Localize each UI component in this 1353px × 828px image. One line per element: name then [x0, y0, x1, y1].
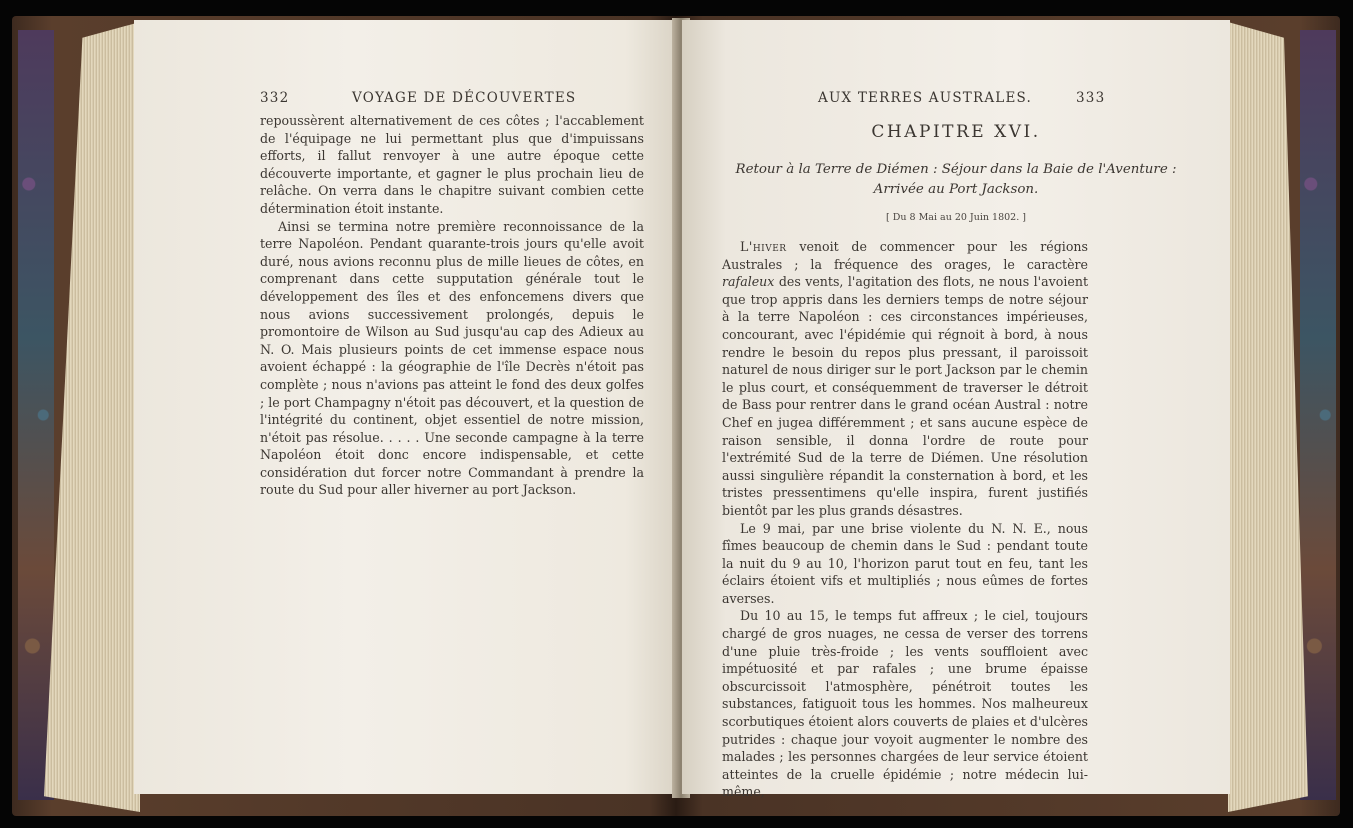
opening-word: L'hiver	[740, 239, 787, 254]
left-page-number: 332	[260, 90, 290, 106]
right-paragraph-1-part-a: venoit de commencer pour les régions Australes ; la fréquence des orages, le caractère	[722, 239, 1088, 272]
marbled-endpaper-left	[18, 30, 54, 800]
right-page-body	[722, 238, 1088, 801]
right-paragraph-1	[722, 238, 1088, 520]
right-paragraph-2: Le 9 mai, par une brise violente du N. N. E., nous fîmes beaucoup de chemin dans le Sud : pendant toute la nuit du 9 au 10, l'horizon parut tout en feu, tant les éclairs étoient vifs et multipliés ; nous eûmes de fortes averses.	[722, 520, 1088, 606]
left-page-body	[260, 112, 644, 499]
left-running-head: VOYAGE DE DÉCOUVERTES	[352, 90, 577, 106]
left-paragraph-1: repoussèrent alternativement de ces côtes ; l'accablement de l'équipage ne lui permettant plus que d'impuissans efforts, il fallut renvoyer à une autre époque cette découverte importante, et gagner le plus prochain lieu de relâche. On verra dans le chapitre suivant combien cette détermination étoit instante.	[260, 113, 644, 216]
right-page	[682, 20, 1230, 800]
right-paragraph-3: Du 10 au 15, le temps fut affreux ; le ciel, toujours chargé de gros nuages, ne cessa de verser des torrens d'une pluie très-froide ; les vents souffloient avec impétuosité et par rafales ; une brume épaisse obscurcissoit l'atmosphère, pénétroit toutes les substances, fatiguoit tous les hommes. Nos malheureux scorbutiques étoient alors couverts de plaies et d'ulcères putrides : chaque jour voyoit augmenter le nombre des malades ; les personnes chargées de leur service étoient atteintes de la cruelle épidémie ; notre médecin lui-même,	[722, 608, 1088, 800]
marbled-endpaper-right	[1300, 30, 1336, 800]
right-running-head: AUX TERRES AUSTRALES.	[818, 90, 1032, 106]
italic-word: rafaleux	[722, 274, 775, 290]
chapter-title: CHAPITRE XVI.	[871, 122, 1041, 142]
chapter-subtitle: Retour à la Terre de Diémen : Séjour dans la Baie de l'Aventure : Arrivée au Port Jackson.	[735, 162, 1177, 197]
chapter-date-range: [ Du 8 Mai au 20 Juin 1802. ]	[886, 212, 1026, 223]
left-page	[134, 20, 680, 794]
right-paragraph-1-part-b: des vents, l'agitation des flots, ne nous l'avoient que trop appris dans les derniers temps de notre séjour à la terre Napoléon : ces circonstances impérieuses, concourant, avec l'épidémie qui régnoit à bord, à nous rendre le besoin du repos plus pressant, il paroissoit naturel de nous diriger sur le port Jackson par le chemin le plus court, et conséquemment de traverser le détroit de Bass pour rentrer dans le grand océan Austral : notre Chef en jugea différemment ; et sans aucune espèce de raison sensible, il donna l'ordre de route pour l'extrémité Sud de la terre de Diémen. Une résolution aussi singulière répandit la consternation à bord, et les tristes pressentimens qu'elle inspira, furent justifiés bientôt par les plus grands désastres.	[722, 274, 1088, 518]
right-page-number: 333	[1076, 90, 1106, 106]
left-paragraph-2: Ainsi se termina notre première reconnoissance de la terre Napoléon. Pendant quarante-trois jours qu'elle avoit duré, nous avions reconnu plus de mille lieues de côtes, en comprenant dans cette supputation générale tout le développement des îles et des enfoncemens divers que nous avions successivement prolongés, depuis le promontoire de Wilson au Sud jusqu'au cap des Adieux au N. O. Mais plusieurs points de cet immense espace nous avoient échappé : la géographie de l'île Decrès n'étoit pas complète ; nous n'avions pas atteint le fond des deux golfes ; le port Champagny n'étoit pas découvert, et la question de l'intégrité du continent, objet essentiel de notre mission, n'étoit pas résolue. . . . . Une seconde campagne à la terre Napoléon étoit donc encore indispensable, et cette considération dut forcer notre Commandant à prendre la route du Sud pour aller hiverner au port Jackson.	[260, 218, 644, 498]
